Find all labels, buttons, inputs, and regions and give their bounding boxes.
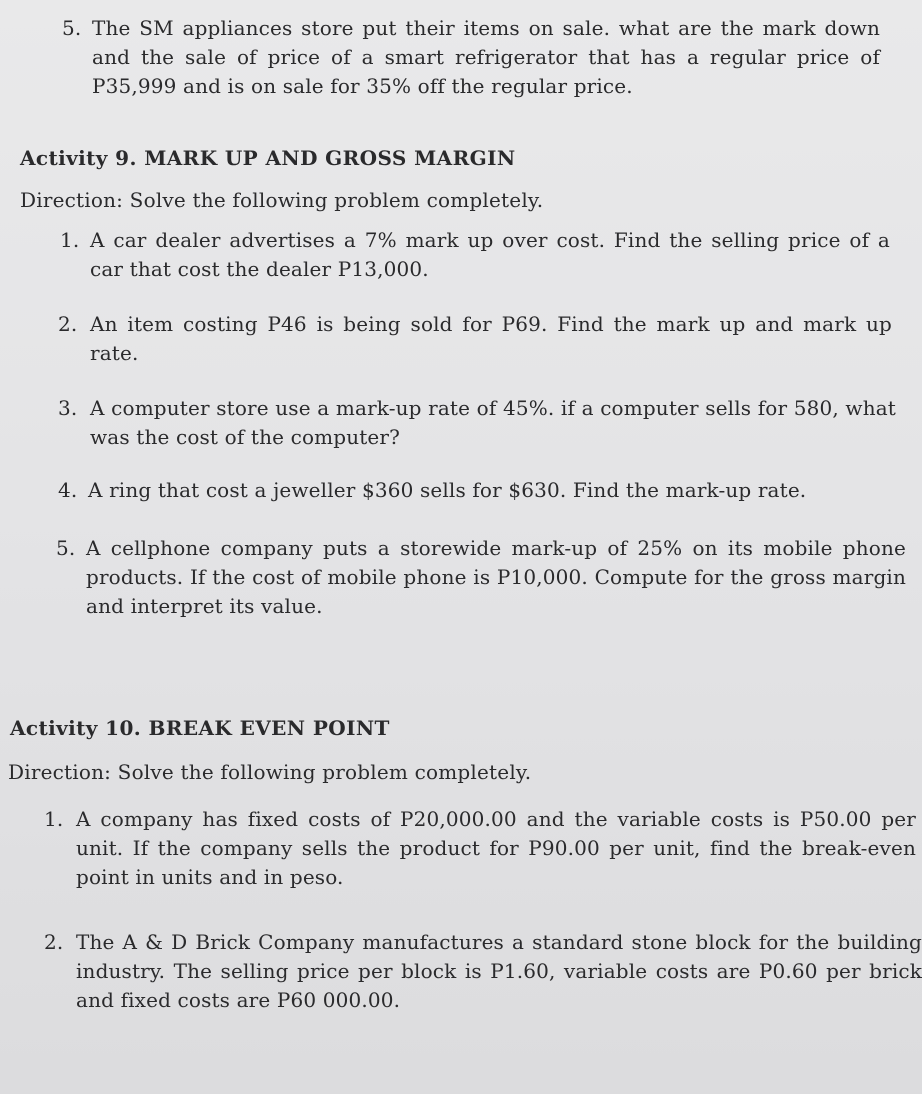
problem-text: A ring that cost a jeweller $360 sells for $630. Find the mark-up rate. — [88, 478, 807, 502]
problem-number: 2. — [44, 930, 64, 954]
problem-number: 4. — [58, 478, 78, 502]
activity10-direction: Direction: Solve the following problem completely. — [8, 760, 532, 784]
problem-number: 2. — [58, 312, 78, 336]
problem-text: A computer store use a mark-up rate of 45%. if a computer sells for 580, what was the cost of the computer? — [90, 396, 896, 449]
activity9-problem-3 — [58, 394, 896, 452]
activity9-direction: Direction: Solve the following problem completely. — [20, 188, 544, 212]
problem-number: 1. — [44, 807, 64, 831]
problem-text: A cellphone company puts a storewide mark-up of 25% on its mobile phone products. If the cost of mobile phone is P10,000. Compute for the gross margin and interpret its value. — [86, 536, 906, 618]
top-problem-5 — [62, 14, 880, 101]
activity10-heading: Activity 10. BREAK EVEN POINT — [10, 716, 390, 740]
problem-text: An item costing P46 is being sold for P69. Find the mark up and mark up rate. — [90, 312, 892, 365]
activity9-heading: Activity 9. MARK UP AND GROSS MARGIN — [20, 146, 516, 170]
problem-number: 3. — [58, 396, 78, 420]
problem-number: 1. — [60, 228, 80, 252]
activity9-problem-1 — [60, 226, 890, 284]
activity10-problem-1 — [44, 805, 916, 892]
problem-number: 5. — [56, 536, 76, 560]
activity9-problem-2 — [58, 310, 892, 368]
problem-text: A company has fixed costs of P20,000.00 and the variable costs is P50.00 per unit. If the company sells the product for P90.00 per unit, find the break-even point in units and in peso. — [76, 807, 916, 889]
problem-text: A car dealer advertises a 7% mark up over cost. Find the selling price of a car that cost the dealer P13,000. — [90, 228, 890, 281]
problem-text: The A & D Brick Company manufactures a standard stone block for the building industry. The selling price per block is P1.60, variable costs are P0.60 per brick and fixed costs are P60 000.00. — [76, 930, 922, 1012]
problem-text: The SM appliances store put their items on sale. what are the mark down and the sale of price of a smart refrigerator that has a regular price of P35,999 and is on sale for 35% off the regular price. — [92, 16, 880, 98]
problem-number: 5. — [62, 16, 82, 40]
activity9-problem-5 — [56, 534, 906, 621]
activity9-problem-4 — [58, 476, 898, 505]
activity10-problem-2 — [44, 928, 922, 1015]
